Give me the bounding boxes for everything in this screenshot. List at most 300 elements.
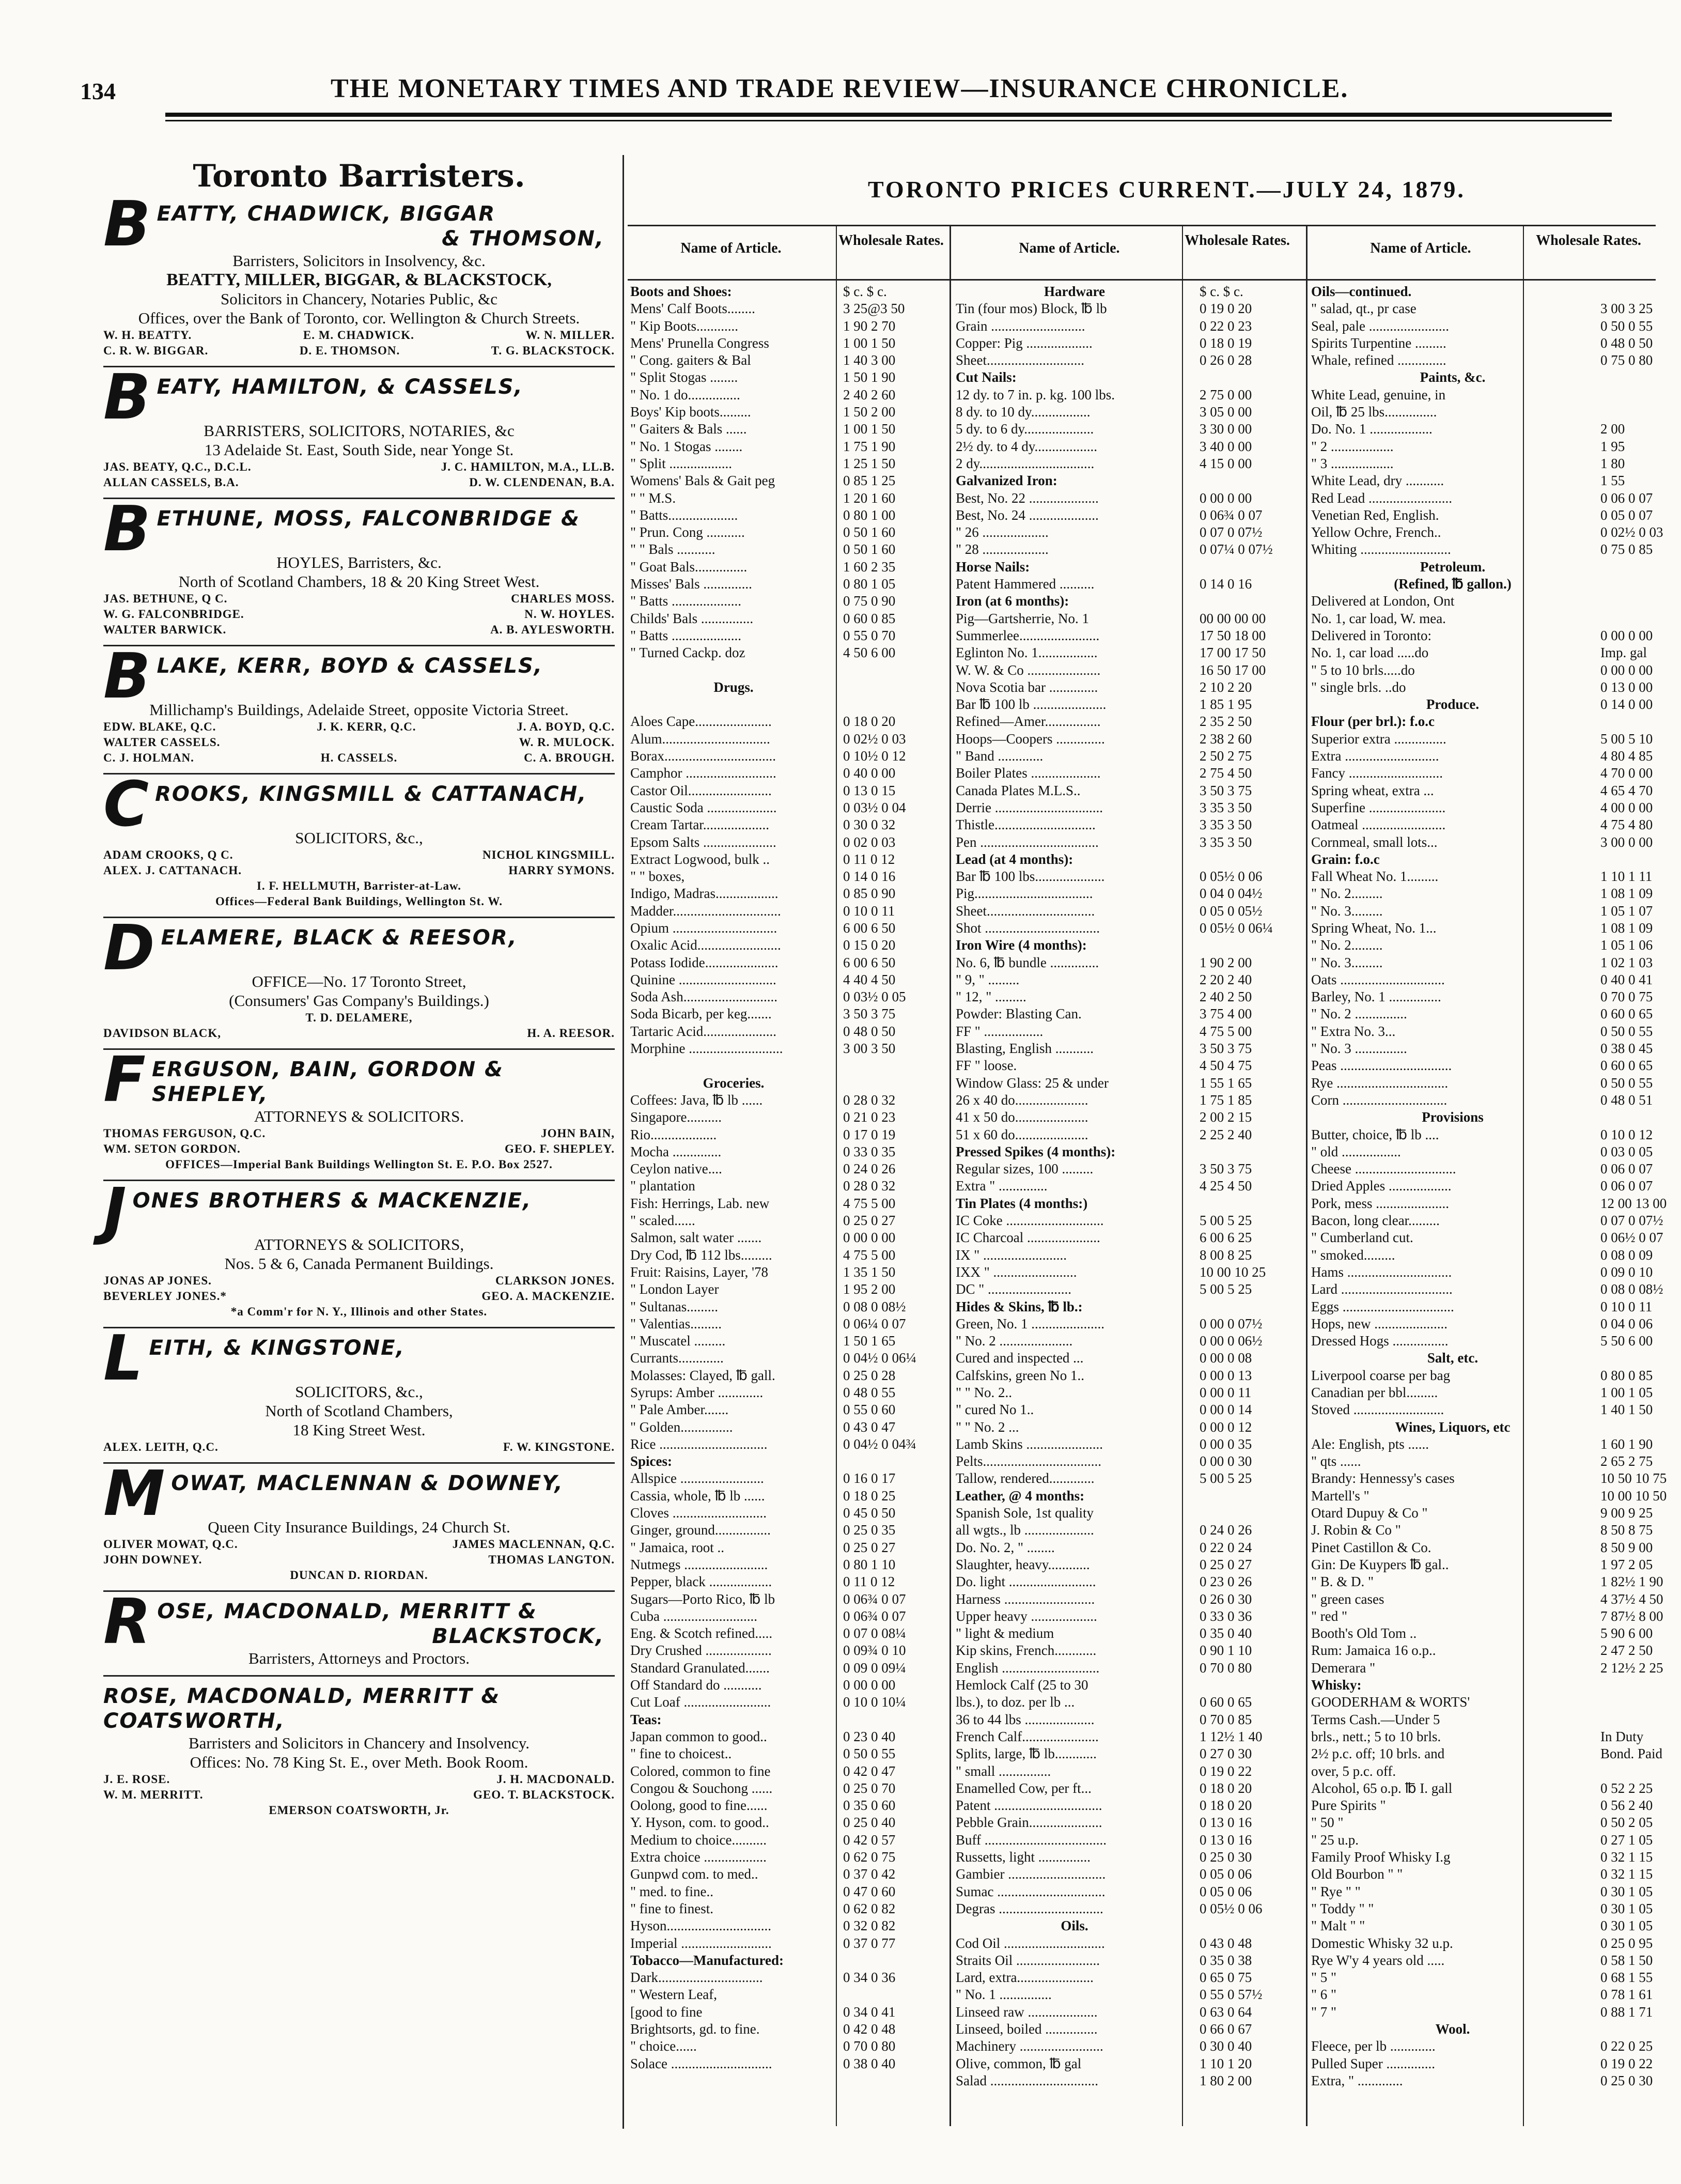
article-name: Regular sizes, 100 ......... [956,1161,1094,1177]
article-name: Produce. [1426,696,1480,712]
price-row [1311,765,1668,782]
wholesale-rate: 0 00 0 00 [843,1677,896,1693]
article-name: Refined—Amer................ [956,714,1101,730]
price-row [630,1384,946,1401]
article-name: Calfskins, green No 1.. [956,1367,1084,1383]
price-row [956,1195,1303,1212]
partner-name: C. J. HOLMAN. [103,751,194,764]
article-name: Childs' Bals ............... [630,610,754,626]
price-row [630,1728,946,1745]
wholesale-rate: 0 00 0 12 [1200,1419,1252,1435]
price-row [630,541,946,558]
article-name: " 50 " [1311,1815,1344,1831]
article-name: Extra choice .................. [630,1849,767,1865]
wholesale-rate: 8 50 8 75 [1600,1522,1653,1538]
article-name: Sugars—Porto Rico, ℔ lb [630,1591,775,1607]
article-name: FF " loose. [956,1058,1017,1074]
wholesale-rate: 0 14 0 16 [843,869,896,885]
price-row [956,1367,1303,1384]
article-name: Spring Wheat, No. 1... [1311,920,1437,936]
price-row [956,1264,1303,1281]
wholesale-rate: 0 25 0 27 [843,1539,896,1555]
price-row [630,1986,946,2003]
partner-row [103,894,615,909]
article-name: " Batts .................... [630,593,742,609]
article-name: " Jamaica, root .. [630,1539,724,1555]
article-name: Pork, mess ..................... [1311,1195,1450,1211]
wholesale-rate: 4 15 0 00 [1200,455,1252,471]
article-name: [good to fine [630,2004,703,2020]
article-name: Epsom Salts ..................... [630,834,776,850]
wholesale-rate: 2 50 2 75 [1200,748,1252,764]
partner-name: J. H. MACDONALD. [496,1773,615,1786]
price-row [1311,1866,1668,1883]
firm-initial: J [103,1175,128,1247]
wholesale-rate: 0 18 0 20 [843,714,896,730]
wholesale-rate: 0 18 0 25 [843,1488,896,1504]
price-row [630,1591,946,1608]
price-row [630,1212,946,1229]
partner-name: NICHOL KINGSMILL. [482,848,615,861]
price-row [1311,799,1668,816]
price-row [1311,1109,1668,1126]
price-row [1311,1952,1668,1969]
article-name: " " No. 2 ... [956,1419,1019,1435]
article-name: " No. 2......... [1311,886,1383,902]
wholesale-rate: 0 66 0 67 [1200,2021,1252,2037]
price-row [630,816,946,833]
price-row [956,455,1303,472]
price-row [630,421,946,438]
article-name: Gin: De Kuypers ℔ gal.. [1311,1556,1449,1572]
article-name: Delivered in Toronto: [1311,627,1432,643]
price-row [956,679,1303,696]
wholesale-rate: 0 42 0 48 [843,2021,896,2037]
article-name: Salt, etc. [1427,1350,1478,1366]
wholesale-rate: 0 04½ 0 04¾ [843,1436,916,1452]
price-row [956,610,1303,627]
price-row [1311,352,1668,369]
price-row [956,834,1303,851]
article-name: Spices: [630,1453,672,1469]
article-name: Cornmeal, small lots... [1311,834,1438,850]
article-name: Wines, Liquors, etc [1395,1419,1511,1435]
wholesale-rate [1193,937,1303,954]
firm-detail: Solicitors in Chancery, Notaries Public, &c [220,290,498,308]
price-row [1311,1883,1668,1900]
price-row [630,1281,946,1298]
article-name: 26 x 40 do..................... [956,1092,1088,1108]
article-name: Canadian per bbl......... [1311,1385,1438,1400]
firm-detail: Nos. 5 & 6, Canada Permanent Buildings. [224,1254,494,1273]
article-name: Best, No. 24 .................... [956,507,1099,523]
article-name: " 3 .................. [1311,455,1394,471]
price-row [1311,404,1668,421]
wholesale-rate: 1 82½ 1 90 [1600,1574,1663,1590]
price-row [630,1539,946,1556]
price-row [630,971,946,988]
article-name: Dry Cod, ℔ 112 lbs......... [630,1247,772,1263]
article-name: Olive, common, ℔ gal [956,2055,1082,2071]
price-row [630,1315,946,1333]
price-row [1311,1126,1668,1143]
price-row [630,1178,946,1195]
wholesale-rate: 0 48 0 55 [843,1385,896,1400]
wholesale-rate: 0 27 1 05 [1600,1832,1653,1848]
wholesale-rate: 1 00 1 05 [1600,1385,1653,1400]
price-row [1311,490,1668,507]
article-name: Potass Iodide..................... [630,954,779,970]
article-name: Tallow, rendered............. [956,1470,1095,1486]
price-row [956,937,1303,954]
partner-row [103,1157,615,1172]
price-row [1311,1075,1668,1092]
wholesale-rate: 0 00 0 30 [1200,1453,1252,1469]
price-row [956,1866,1303,1883]
wholesale-rate: 6 00 6 25 [1200,1230,1252,1246]
price-row [956,1384,1303,1401]
article-name: English ............................ [956,1660,1100,1676]
article-name: over, 5 p.c. off. [1311,1763,1396,1779]
firm-listing [103,1675,615,1825]
price-row [1311,1986,1668,2003]
wholesale-rate: 0 08 0 08½ [1600,1281,1663,1297]
article-name [630,696,837,713]
price-row [1311,1178,1668,1195]
wholesale-rate: In Duty [1600,1728,1644,1744]
price-row [630,1694,946,1711]
partner-name: T. G. BLACKSTOCK. [491,344,615,357]
article-name: Machinery ........................ [956,2038,1103,2054]
price-row [1311,1229,1668,1246]
article-name: Cod Oil ............................. [956,1935,1105,1951]
partner-row [103,1568,615,1583]
article-name: " 12, " ......... [956,989,1026,1005]
article-name: Spring wheat, extra ... [1311,782,1434,798]
firm-initial: R [103,1586,152,1658]
article-name: Cured and inspected ... [956,1350,1084,1366]
wholesale-rate [837,1075,946,1092]
article-name: Fancy ........................... [1311,765,1443,781]
price-row [1311,903,1668,920]
article-name: (Refined, ℔ gallon.) [1394,576,1512,592]
price-row [1311,988,1668,1005]
partner-name: WM. SETON GORDON. [103,1142,241,1155]
price-row [630,1832,946,1849]
article-name: Congou & Souchong ...... [630,1780,773,1796]
price-row [956,816,1303,833]
wholesale-rate: 0 70 0 75 [1600,989,1653,1005]
price-row [956,1453,1303,1470]
price-row [956,851,1303,868]
price-row [956,1728,1303,1745]
price-row [630,1143,946,1160]
price-row [1311,1367,1668,1384]
article-name: Mocha .............. [630,1143,722,1159]
price-row [956,1745,1303,1762]
wholesale-rate: 1 40 1 50 [1600,1402,1653,1418]
article-name: Nova Scotia bar .............. [956,679,1098,695]
article-name: Oats .............................. [1311,971,1445,987]
partner-name: JAMES MACLENNAN, Q.C. [452,1538,615,1551]
article-name: Eggs ................................ [1311,1298,1454,1314]
article-name: Paints, &c. [1420,369,1486,385]
article-name: Horse Nails: [956,559,1030,575]
wholesale-rate [1594,593,1668,610]
article-name: GOODERHAM & WORTS' [1311,1694,1470,1710]
price-row [956,2004,1303,2021]
partner-row [103,1304,615,1320]
header-rule-thin [165,120,1612,121]
wholesale-rate: 2 75 0 00 [1200,386,1252,402]
firm-name-text: EATY, HAMILTON, & CASSELS, [157,375,523,399]
article-name: Best, No. 22 .................... [956,490,1099,506]
firm-name-text: ERGUSON, BAIN, GORDON & SHEPLEY, [151,1058,504,1106]
article-name: Domestic Whisky 32 u.p. [1311,1935,1453,1951]
article-name [630,1057,837,1074]
wholesale-rate: 1 60 2 35 [843,559,896,575]
partner-name: THOMAS FERGUSON, Q.C. [103,1127,266,1140]
partner-name: T. D. DELAMERE, [305,1011,413,1024]
article-name: Cloves ........................... [630,1505,767,1521]
article-name: Whiting .......................... [1311,541,1451,557]
article-name: " choice...... [630,2038,697,2054]
firm-detail: 18 King Street West. [292,1421,426,1439]
price-row [956,541,1303,558]
price-row [630,507,946,524]
price-row [630,731,946,748]
price-row [630,1608,946,1625]
wholesale-rate: 2 65 2 75 [1600,1453,1653,1469]
price-row [630,1969,946,1986]
price-row [1311,1539,1668,1556]
price-row [630,1419,946,1436]
price-row [956,1040,1303,1057]
firm-listing [103,1323,615,1462]
price-row [630,1711,946,1728]
article-name: Hams .............................. [1311,1264,1452,1280]
wholesale-rate: 2 12½ 2 25 [1600,1660,1663,1676]
article-name: " Extra No. 3... [1311,1023,1396,1039]
price-row [1311,2021,1668,2038]
wholesale-rate: 0 02½ 0 03 [843,731,906,747]
wholesale-rate: 0 00 0 35 [1200,1436,1252,1452]
price-row [630,1333,946,1350]
wholesale-rate: 0 03½ 0 04 [843,799,906,815]
wholesale-rate: 1 10 1 11 [1600,869,1653,885]
article-name: Dry Crushed ................... [630,1643,772,1659]
firm-name-text: ONES BROTHERS & MACKENZIE, [132,1189,532,1213]
article-name: Provisions [1422,1109,1484,1125]
article-name: J. Robin & Co " [1311,1522,1401,1538]
wholesale-rate: 0 75 0 80 [1600,352,1653,368]
article-name: Thistle............................. [956,817,1096,833]
price-row [1311,1832,1668,1849]
firm-name-text: ROOKS, KINGSMILL & CATTANACH, [155,782,587,806]
price-row [1311,1660,1668,1677]
firm-name-cont: BLACKSTOCK, [432,1624,604,1648]
wholesale-rate: 0 50 0 55 [1600,1023,1653,1039]
article-name: Bar ℔ 100 lb ..................... [956,696,1107,712]
wholesale-rate: 0 24 0 26 [1200,1522,1252,1538]
price-row [956,1883,1303,1900]
article-name: 2 dy................................. [956,455,1095,471]
wholesale-rate [1594,851,1668,868]
partner-name: OFFICES—Imperial Bank Buildings Wellington St. E. P.O. Box 2527. [165,1158,553,1171]
wholesale-rate: 0 00 0 13 [1200,1367,1252,1383]
price-row [630,300,946,317]
price-row [956,1711,1303,1728]
article-name: Pepper, black .................. [630,1574,772,1590]
price-row [1311,1900,1668,1917]
price-row [630,937,946,954]
article-name: " Prun. Cong ........... [630,524,745,540]
article-name: Singapore.......... [630,1109,722,1125]
wholesale-rate: 0 30 0 40 [1200,2038,1252,2054]
wholesale-rate: 2 35 2 50 [1200,714,1252,730]
price-row [1311,318,1668,335]
wholesale-rate: 0 04 0 04½ [1200,886,1263,902]
article-name: Fall Wheat No. 1......... [1311,869,1439,885]
article-name: Oils—continued. [1311,284,1412,299]
article-name: Pig.................................. [956,886,1093,902]
firm-name-text: ROSE, MACDONALD, MERRITT & COATSWORTH, [103,1684,501,1733]
article-name: W. W. & Co ..................... [956,662,1101,678]
article-name: Whale, refined .............. [1311,352,1446,368]
wholesale-rate: 17 50 18 00 [1200,627,1266,643]
prices-divider [1306,225,1308,2126]
wholesale-rate [1193,1505,1303,1522]
price-row [1311,1642,1668,1659]
price-row [1311,576,1668,593]
wholesale-rate: 9 00 9 25 [1600,1505,1653,1521]
partner-row [103,863,615,878]
price-row [1311,1608,1668,1625]
barristers-column [103,155,615,2118]
article-name: Martell's " [1311,1488,1369,1504]
wholesale-rate: 0 22 0 23 [1200,318,1252,334]
partner-name: ALEX. LEITH, Q.C. [103,1440,219,1453]
price-row [956,1780,1303,1797]
wholesale-rate: 0 10½ 0 12 [843,748,906,764]
partner-row [103,607,615,622]
article-name: Pulled Super .............. [1311,2055,1435,2071]
wholesale-rate: 0 10 0 11 [1600,1298,1653,1314]
firm-detail: BARRISTERS, SOLICITORS, NOTARIES, &c [204,422,515,440]
wholesale-rate: 0 75 0 90 [843,593,896,609]
partner-name: ADAM CROOKS, Q C. [103,848,234,861]
partner-row [103,847,615,863]
wholesale-rate [1193,1195,1303,1212]
price-row [956,1952,1303,1969]
price-column-1 [630,283,946,2072]
price-row [956,748,1303,765]
wholesale-rate: 0 00 0 14 [1200,1402,1252,1418]
article-name: Bacon, long clear......... [1311,1213,1440,1229]
wholesale-rate: 0 23 0 26 [1200,1574,1252,1590]
price-row [630,1849,946,1866]
article-name: White Lead, genuine, in [1311,386,1446,402]
article-name: Fruit: Raisins, Layer, '78 [630,1264,769,1280]
partner-row [103,459,615,475]
price-row [1311,1573,1668,1590]
wholesale-rate: 0 43 0 47 [843,1419,896,1435]
article-name: Extra, " ............. [1311,2072,1403,2088]
wholesale-rate: 0 70 0 80 [843,2038,896,2054]
price-row [1311,1470,1668,1487]
price-row [956,472,1303,489]
wholesale-rate: 1 95 2 00 [843,1281,896,1297]
firm-initial: F [103,1044,147,1116]
price-row [1311,1281,1668,1298]
article-name: 41 x 50 do..................... [956,1109,1088,1125]
price-row [1311,1092,1668,1109]
article-name: Upper heavy ................... [956,1608,1097,1624]
wholesale-rate: 1 60 1 90 [1600,1436,1653,1452]
price-row [956,713,1303,730]
price-row [630,1573,946,1590]
article-name: Blasting, English ........... [956,1041,1094,1057]
price-row [630,1005,946,1023]
prices-divider [950,225,951,2126]
wholesale-rate: 3 75 4 00 [1200,1006,1252,1022]
wholesale-rate: 1 35 1 50 [843,1264,896,1280]
wholesale-rate: 1 08 1 09 [1600,920,1653,936]
partner-row [103,1537,615,1552]
article-name: Eng. & Scotch refined..... [630,1625,773,1641]
wholesale-rate: 0 24 0 26 [843,1161,896,1177]
price-row [630,1350,946,1367]
wholesale-rate [1193,472,1303,489]
wholesale-rate: 4 40 4 50 [843,971,896,987]
partner-name: *a Comm'r for N. Y., Illinois and other States. [230,1305,488,1318]
wholesale-rate: 0 14 0 16 [1200,576,1252,592]
article-name: Tin (four mos) Block, ℔ lb [956,301,1107,317]
wholesale-rate: 0 06 0 07 [1600,490,1653,506]
partner-row [103,591,615,607]
price-row [1311,920,1668,937]
wholesale-rate: 0 02½ 0 03 [1600,524,1663,540]
wholesale-rate: 0 25 0 27 [1200,1556,1252,1572]
price-row [630,1780,946,1797]
article-name: Oatmeal ........................ [1311,817,1446,833]
price-row [1311,782,1668,799]
partner-row [103,1552,615,1568]
price-row [956,369,1303,386]
price-row [630,1797,946,1814]
wholesale-rate: 0 25 0 30 [1200,1849,1252,1865]
article-name: Straits Oil ........................ [956,1952,1100,1968]
price-row [956,799,1303,816]
firm-detail: Offices, over the Bank of Toronto, cor. Wellington & Church Streets. [138,309,580,327]
firm-initial: C [103,769,150,841]
wholesale-rate [1594,559,1668,576]
price-row [1311,1247,1668,1264]
price-row [956,1057,1303,1074]
wholesale-rate: 0 80 1 05 [843,576,896,592]
prices-header-top-rule [628,225,1656,226]
article-name: Terms Cash.—Under 5 [1311,1711,1440,1727]
partner-row [103,343,615,359]
partner-row [103,1026,615,1041]
wholesale-rate: 0 07 0 07½ [1600,1213,1663,1229]
wholesale-rate [837,1711,946,1728]
wholesale-rate: 3 05 0 00 [1200,404,1252,420]
wholesale-rate: 0 42 0 57 [843,1832,896,1848]
wholesale-rate: 1 90 2 00 [1200,954,1252,970]
price-row [630,438,946,455]
price-row [630,610,946,627]
